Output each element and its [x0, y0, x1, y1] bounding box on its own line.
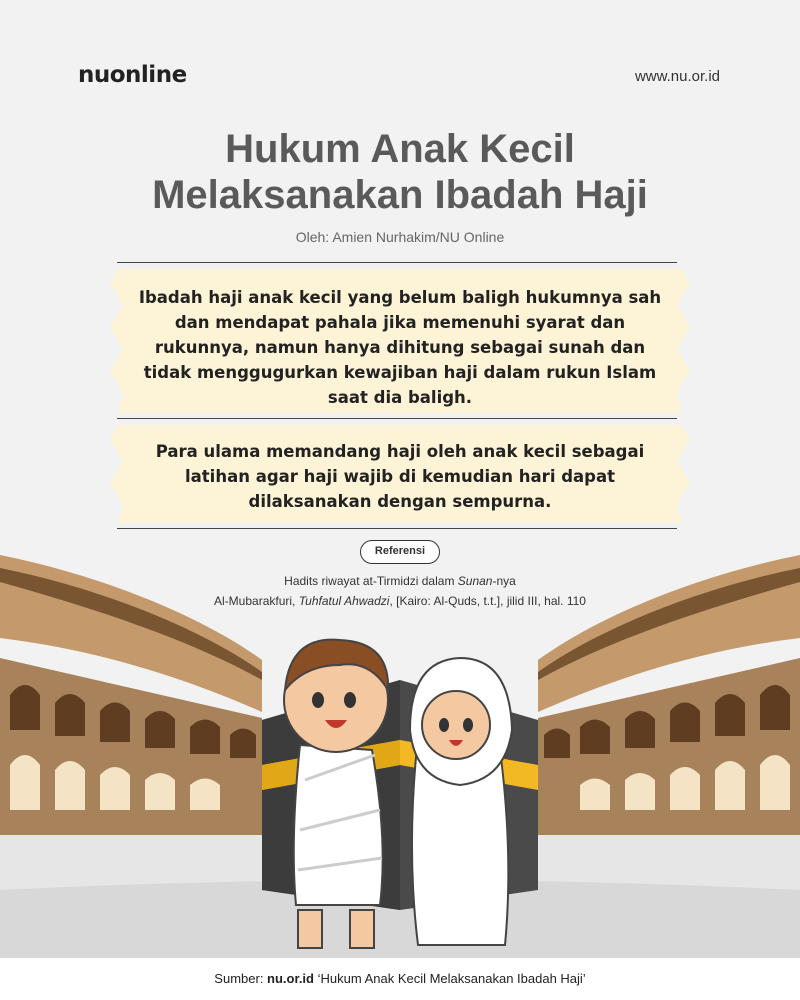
- author-byline: Oleh: Amien Nurhakim/NU Online: [295, 229, 505, 245]
- divider: [117, 262, 677, 263]
- page-title: [0, 126, 800, 218]
- point-text-1: Ibadah haji anak kecil yang belum baligh hukumnya sah dan mendapat pahala jika memenuhi syarat dan rukunnya, namun hanya dihitung sebagai sunah dan tidak menggugurkan kewajiban haji dalam rukun Islam saat dia baligh.: [138, 288, 662, 407]
- girl-pilgrim-figure: [410, 658, 512, 945]
- divider: [117, 528, 677, 529]
- point-card-2: [0, 425, 800, 523]
- site-url[interactable]: www.nu.or.id: [634, 68, 720, 85]
- point-text-2: Para ulama memandang haji oleh anak kecil sebagai latihan agar haji wajib di kemudian hari dapat dilaksanakan dengan sempurna.: [155, 442, 645, 511]
- boy-pilgrim-figure: [284, 640, 388, 948]
- source-link[interactable]: nu.or.id: [267, 971, 314, 986]
- title-line-1: Hukum Anak Kecil: [225, 127, 575, 171]
- reference-line-1: Hadits riwayat at-Tirmidzi dalam Sunan-nya: [284, 574, 516, 588]
- point-card-1: [0, 269, 800, 413]
- title-line-2: Melaksanakan Ibadah Haji: [152, 173, 648, 217]
- nu-online-logo[interactable]: nuonline: [78, 62, 187, 88]
- references-label: Referensi: [360, 540, 440, 564]
- divider: [117, 418, 677, 419]
- source-footer: Sumber: nu.or.id ‘Hukum Anak Kecil Melaksanakan Ibadah Haji’: [0, 958, 800, 1000]
- reference-line-2: Al-Mubarakfuri, Tuhfatul Ahwadzi, [Kairo: Al-Quds, t.t.], jilid III, hal. 110: [214, 594, 586, 608]
